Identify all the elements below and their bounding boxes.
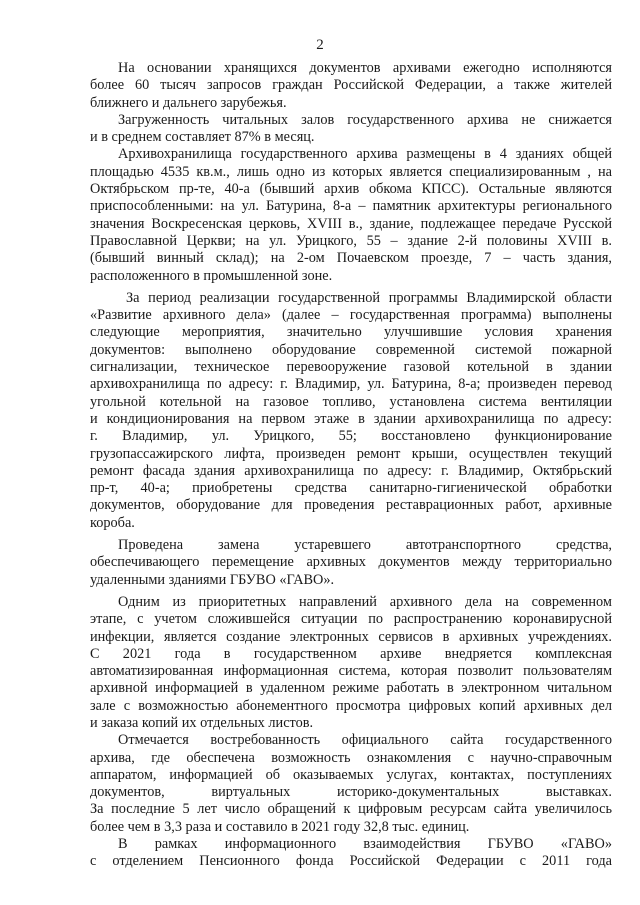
text-line: более чем в 3,3 раза и составило в 2021 году 32,8 тыс. единиц. xyxy=(90,818,470,835)
text-line: приспособленными: на ул. Батурина, 8-а – памятник архитектуры регионального xyxy=(90,198,612,215)
paragraph-6 xyxy=(90,594,612,732)
text-line: архива, где обеспечена возможность ознакомления с научно-справочным xyxy=(90,749,612,766)
text-line: площадью 4535 кв.м., лишь одно из которых является специализированным , на xyxy=(90,163,612,180)
text-line: инфекции, является создание электронных сервисов в архивных учреждениях. xyxy=(90,628,612,645)
paragraph-3 xyxy=(90,146,612,284)
text-line: автоматизированная информационная система, которая позволит пользователям xyxy=(90,663,612,680)
text-line: и кондиционирования на первом этаже в здании архивохранилища по адресу: xyxy=(90,410,612,427)
paragraph-2 xyxy=(90,112,612,147)
text-line: Загруженность читальных залов государственного архива не снижается xyxy=(118,111,612,128)
text-line: документов, виртуальных историко-документальных выставках. xyxy=(90,784,612,801)
text-line: и в среднем составляет 87% в месяц. xyxy=(90,129,315,146)
text-line: (бывший винный склад); на 2-ом Почаевском проезде, 7 – часть здания, xyxy=(90,250,612,267)
text-line: расположенного в промышленной зоне. xyxy=(90,267,333,284)
text-line: этапе, с учетом сложившейся ситуации по распространению коронавирусной xyxy=(90,611,612,628)
text-line: Октябрьском пр-те, 40-а (бывший архив обкома КПСС). Остальные являются xyxy=(90,181,612,198)
text-line: За период реализации государственной программы Владимирской области xyxy=(126,289,612,306)
text-line: За последние 5 лет число обращений к цифровым ресурсам сайта увеличилось xyxy=(90,801,612,818)
text-line: сигнализации, техническое перевооружение газовой котельной в здании xyxy=(90,359,612,376)
paragraph-8 xyxy=(90,836,612,871)
paragraph-5 xyxy=(90,537,612,589)
paragraph-1 xyxy=(90,60,612,112)
paragraph-7 xyxy=(90,732,612,836)
paragraph-4 xyxy=(90,290,612,532)
text-line: пр-т, 40-а; приобретены средства санитарно-гигиенической обработки xyxy=(90,480,612,497)
text-line: угольной котельной на газовое топливо, установлена система вентиляции xyxy=(90,393,612,410)
text-line: ближнего и дальнего зарубежья. xyxy=(90,94,287,111)
text-line: грузопассажирского лифта, произведен ремонт крыши, осуществлен текущий xyxy=(90,445,612,462)
text-line: «Развитие архивного дела» (далее – государственная программа) выполнены xyxy=(90,307,612,324)
text-line: следующие мероприятия, значительно улучшившие условия хранения xyxy=(90,324,612,341)
text-line: г. Владимир, ул. Урицкого, 55; восстановлено функционирование xyxy=(90,428,612,445)
text-line: документов: выполнено оборудование современной системой пожарной xyxy=(90,341,612,358)
text-line: с отделением Пенсионного фонда Российской Федерации с 2011 года xyxy=(90,853,612,870)
page-number: 2 xyxy=(316,37,324,53)
text-line: ремонт фасада здания архивохранилища по адресу: г. Владимир, Октябрьский xyxy=(90,462,612,479)
document-body xyxy=(90,60,612,871)
text-line: более 60 тысяч запросов граждан Российской Федерации, а также жителей xyxy=(90,77,612,94)
text-line: короба. xyxy=(90,514,135,531)
text-line: Отмечается востребованность официального сайта государственного xyxy=(118,732,612,749)
text-line: Проведена замена устаревшего автотранспортного средства, xyxy=(118,537,612,554)
text-line: документов, оборудование для проведения реставрационных работ, архивные xyxy=(90,497,612,514)
text-line: обеспечивающего перемещение архивных документов между территориально xyxy=(90,554,612,571)
text-line: архивной информацией в удаленном режиме работать в электронном читальном xyxy=(90,680,612,697)
text-line: На основании хранящихся документов архивами ежегодно исполняются xyxy=(118,60,612,76)
text-line: Одним из приоритетных направлений архивного дела на современном xyxy=(118,593,612,610)
text-line: зале с возможностью абонементного просмотра цифровых копий архивных дел xyxy=(90,697,612,714)
text-line: архивохранилища по адресу: г. Владимир, ул. Батурина, 8-а; произведен перевод xyxy=(90,376,612,393)
text-line: Архивохранилища государственного архива размещены в 4 зданиях общей xyxy=(118,146,612,163)
text-line: С 2021 года в государственном архиве внедряется комплексная xyxy=(90,645,612,662)
text-line: В рамках информационного взаимодействия ГБУВО «ГАВО» xyxy=(118,836,612,853)
text-line: аппаратом, информацией об оказываемых услугах, контактах, поступлениях xyxy=(90,766,612,783)
text-line: значения Воскресенская церковь, XVIII в., здание, подлежащее передаче Русской xyxy=(90,215,612,232)
text-line: Православной Церкви; на ул. Урицкого, 55 – здание 2-й половины XVIII в. xyxy=(90,232,612,249)
text-line: удаленными зданиями ГБУВО «ГАВО». xyxy=(90,571,335,588)
text-line: и заказа копий их отдельных листов. xyxy=(90,714,314,731)
